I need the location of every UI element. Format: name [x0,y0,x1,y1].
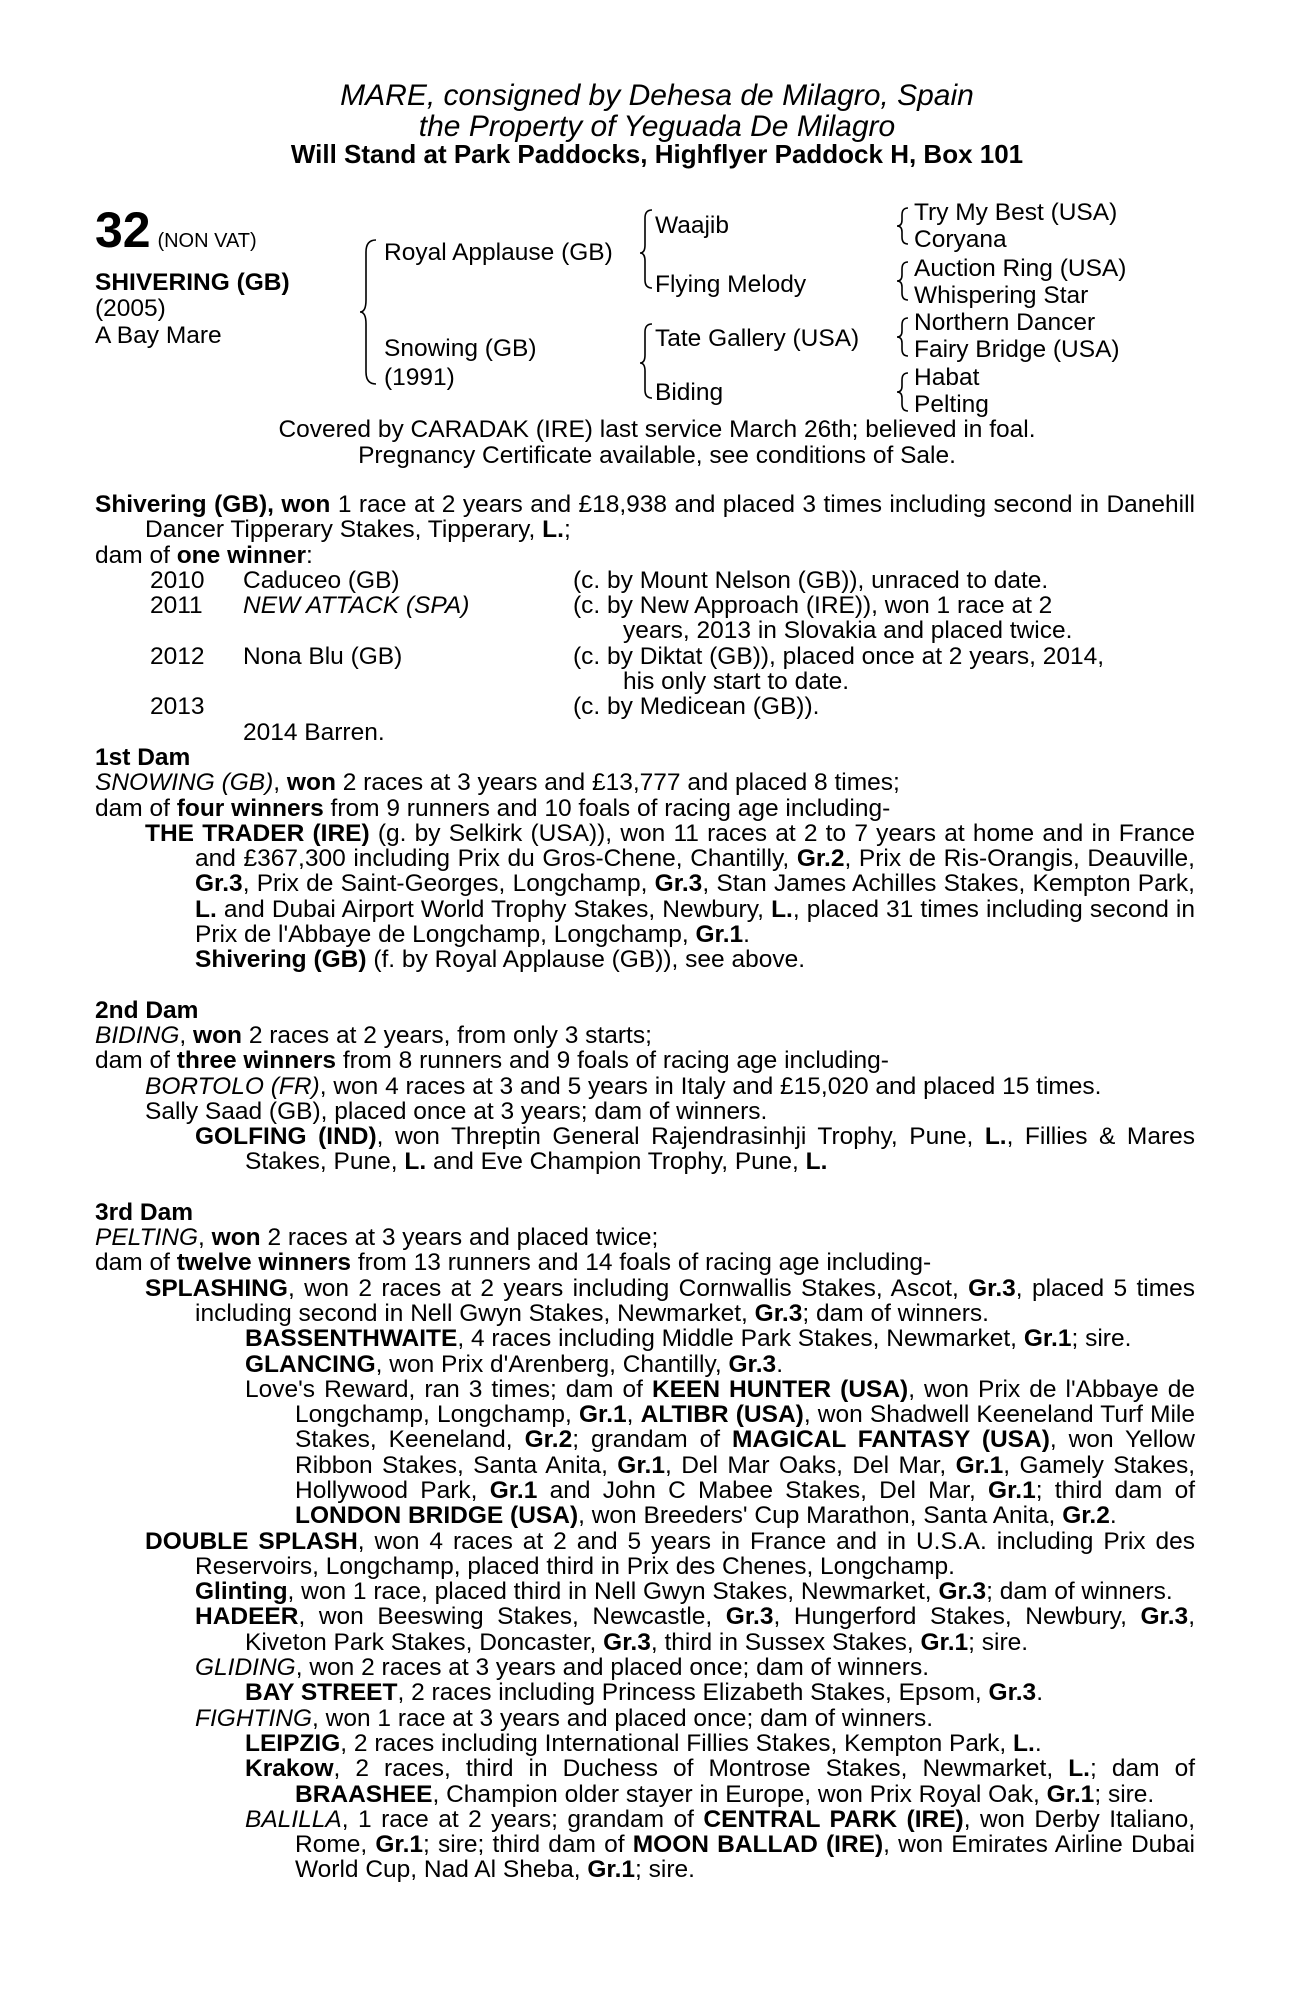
dam-dam: Biding [655,379,724,406]
progeny-row: 2011 NEW ATTACK (SPA) (c. by New Approach (IRE)), won 1 race at 2 [150,592,1053,620]
sire-sire: Waajib [655,212,729,239]
golfing-entry: GOLFING (IND), won Threptin General Rajendrasinhji Trophy, Pune, L., Fillies & Mares Stakes, Pune, L. and Eve Champion Trophy, Pune, L. [195,1123,1195,1176]
catalogue-body [95,492,1195,1883]
covered-by: Covered by CARADAK (IRE) last service March 26th; believed in foal. [278,416,1036,443]
consignor-line: MARE, consigned by Dehesa de Milagro, Spain [340,79,974,112]
stand-location: Will Stand at Park Paddocks, Highflyer Paddock H, Box 101 [290,139,1024,169]
third-dam-heading: 3rd Dam [95,1198,194,1226]
progeny-row-cont: years, 2013 in Slovakia and placed twice. [623,617,1073,645]
brace-main [360,240,376,384]
mare-produce-summary: dam of one winner: [95,541,313,569]
sire-sire-sire: Try My Best (USA) [914,199,1118,226]
horse-description: A Bay Mare [95,322,222,349]
dam-dam-sire: Habat [914,364,980,391]
lot-number: 32 [95,202,151,258]
balilla-entry: BALILLA, 1 race at 2 years; grandam of CENTRAL PARK (IRE), won Derby Italiano, Rome, Gr.1; sire; third dam of MOON BALLAD (IRE), won Emirates Airline Dubai World Cup, Nad Al Sheba, Gr.1; sire. [245,1805,1195,1884]
sire-dam: Flying Melody [655,271,807,298]
foaling-year: (2005) [95,295,166,322]
bassenthwaite-entry: BASSENTHWAITE, 4 races including Middle Park Stakes, Newmarket, Gr.1; sire. [245,1325,1132,1353]
progeny-row: 2012 Nona Blu (GB) (c. by Diktat (GB)), placed once at 2 years, 2014, [150,642,1105,670]
second-dam-record: BIDING, won 2 races at 2 years, from only 3 starts; [95,1021,652,1049]
progeny-row: 2010 Caduceo (GB) (c. by Mount Nelson (GB)), unraced to date. [150,566,1049,594]
brace-sire [640,210,652,288]
brace-biding [897,373,908,411]
dam: Snowing (GB) [384,335,537,362]
vat-status: (NON VAT) [157,230,257,252]
brace-dam [640,324,652,398]
property-line: the Property of Yeguada De Milagro [418,110,896,143]
glancing-entry: GLANCING, won Prix d'Arenberg, Chantilly, Gr.3. [245,1350,783,1378]
shivering-entry: Shivering (GB) (f. by Royal Applause (GB)), see above. [195,946,806,974]
fighting-entry: FIGHTING, won 1 race at 3 years and placed once; dam of winners. [195,1704,934,1732]
dam-sire: Tate Gallery (USA) [655,325,860,352]
third-dam-produce: dam of twelve winners from 13 runners and 14 foals of racing age including- [95,1249,932,1277]
sire-dam-sire: Auction Ring (USA) [914,255,1127,282]
first-dam-record: SNOWING (GB), won 2 races at 3 years and £13,777 and placed 8 times; [95,769,900,797]
sire-sire-dam: Coryana [914,226,1007,253]
dam-year: (1991) [384,364,455,391]
sire: Royal Applause (GB) [384,239,613,266]
brace-tate-gallery [897,318,908,356]
bortolo-entry: BORTOLO (FR), won 4 races at 3 and 5 years in Italy and £15,020 and placed 15 times. [145,1072,1102,1100]
the-trader-entry: THE TRADER (IRE) (g. by Selkirk (USA)), won 11 races at 2 to 7 years at home and in France and £367,300 including Prix du Gros-Chene, Chantilly, Gr.2, Prix de Ris-Orangis, Deauville, Gr.3, Prix de Saint-Georges, Longchamp, Gr.3, Stan James Achilles Stakes, Kempton Park, L. and Dubai Airport World Trophy Stakes, Newbury, L., placed 31 times including second in Prix de l'Abbaye de Longchamp, Longchamp, Gr.1. [145,819,1195,949]
hadeer-entry: HADEER, won Beeswing Stakes, Newcastle, Gr.3, Hungerford Stakes, Newbury, Gr.3, Kiveton Park Stakes, Doncaster, Gr.3, third in Sussex Stakes, Gr.1; sire. [195,1603,1195,1656]
leipzig-entry: LEIPZIG, 2 races including International Fillies Stakes, Kempton Park, L.. [245,1729,1042,1757]
brace-flying-melody [897,262,908,300]
third-dam-record: PELTING, won 2 races at 3 years and placed twice; [95,1224,659,1252]
dam-dam-dam: Pelting [914,391,989,418]
dam-sire-sire: Northern Dancer [914,309,1096,336]
horse-name: SHIVERING (GB) [95,269,290,296]
glinting-entry: Glinting, won 1 race, placed third in Nell Gwyn Stakes, Newmarket, Gr.3; dam of winners. [195,1578,1173,1606]
second-dam-produce: dam of three winners from 8 runners and 9 foals of racing age including- [95,1047,889,1075]
gliding-entry: GLIDING, won 2 races at 3 years and placed once; dam of winners. [195,1654,930,1682]
splashing-entry: SPLASHING, won 2 races at 2 years including Cornwallis Stakes, Ascot, Gr.3, placed 5 times including second in Nell Gwyn Stakes, Newmarket, Gr.3; dam of winners. [145,1274,1195,1327]
mare-record: Shivering (GB), won 1 race at 2 years and £18,938 and placed 3 times including second in Danehill Dancer Tipperary Stakes, Tipperary, L.; [95,491,1196,544]
mare-name: Shivering (GB) [95,491,268,518]
progeny-list [95,568,1195,745]
barren-row: 2014 Barren. [243,718,385,746]
double-splash-entry: DOUBLE SPLASH, won 4 races at 2 and 5 years in France and in U.S.A. including Prix des Reservoirs, Longchamp, placed third in Prix des Chenes, Longchamp. [145,1527,1195,1580]
first-dam-produce: dam of four winners from 9 runners and 10 foals of racing age including- [95,794,891,822]
bay-street-entry: BAY STREET, 2 races including Princess Elizabeth Stakes, Epsom, Gr.3. [245,1679,1044,1707]
sally-saad-entry: Sally Saad (GB), placed once at 3 years; dam of winners. [145,1097,768,1125]
brace-waajib [897,208,908,244]
progeny-row-cont: his only start to date. [623,668,850,696]
sire-dam-dam: Whispering Star [914,282,1089,309]
second-dam-heading: 2nd Dam [95,996,199,1024]
progeny-row: 2013 (c. by Medicean (GB)). [150,693,820,721]
krakow-entry: Krakow, 2 races, third in Duchess of Montrose Stakes, Newmarket, L.; dam of BRAASHEE, Champion older stayer in Europe, won Prix Royal Oak, Gr.1; sire. [245,1755,1196,1808]
loves-reward-entry: Love's Reward, ran 3 times; dam of KEEN HUNTER (USA), won Prix de l'Abbaye de Longchamp, Longchamp, Gr.1, ALTIBR (USA), won Shadwell Keeneland Turf Mile Stakes, Keeneland, Gr.2; grandam of MAGICAL FANTASY (USA), won Yellow Ribbon Stakes, Santa Anita, Gr.1, Del Mar Oaks, Del Mar, Gr.1, Gamely Stakes, Hollywood Park, Gr.1 and John C Mabee Stakes, Del Mar, Gr.1; third dam of LONDON BRIDGE (USA), won Breeders' Cup Marathon, Santa Anita, Gr.2. [245,1375,1195,1530]
pregnancy-certificate: Pregnancy Certificate available, see conditions of Sale. [358,442,956,469]
dam-sire-dam: Fairy Bridge (USA) [914,336,1120,363]
first-dam-heading: 1st Dam [95,743,191,771]
